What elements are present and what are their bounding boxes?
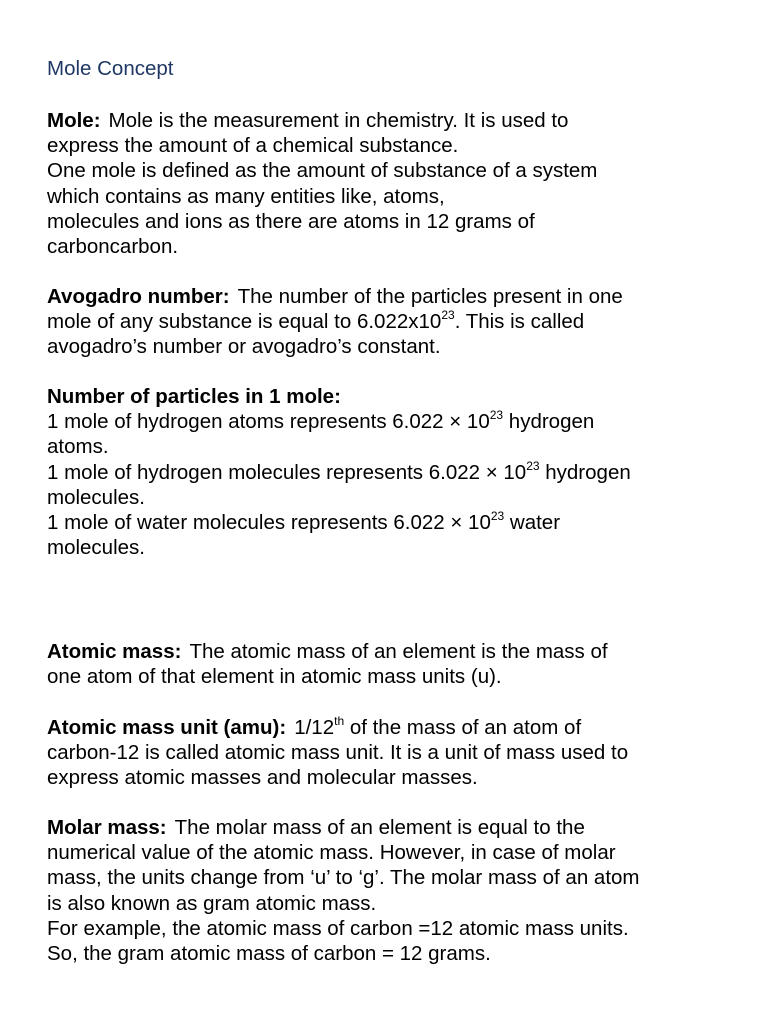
molar-mass-line-1 — [47, 815, 747, 840]
atomic-mass-text-1: The atomic mass of an element is the mass of — [189, 640, 608, 663]
atomic-mass-line-1 — [47, 639, 747, 664]
amu-section — [47, 715, 747, 791]
particles-water — [47, 510, 747, 535]
mole-section — [47, 108, 747, 259]
particles-hydrogen-atoms-text: 1 mole of hydrogen atoms represents 6.022 × 10 — [47, 410, 490, 434]
particles-hydrogen-molecules-suffix: hydrogen — [539, 460, 631, 484]
amu-superscript: th — [334, 714, 345, 728]
atomic-mass-term: Atomic mass: — [47, 640, 182, 663]
particles-water-suffix: water — [504, 511, 561, 535]
molar-mass-text-6: So, the gram atomic mass of carbon = 12 grams. — [47, 942, 491, 966]
avogadro-text-3: avogadro’s number or avogadro’s constant. — [47, 335, 441, 359]
particles-water-text: 1 mole of water molecules represents 6.022 × 10 — [47, 511, 491, 535]
avogadro-section — [47, 284, 747, 360]
particles-water-cont: molecules. — [47, 536, 145, 560]
particles-water-exponent: 23 — [490, 509, 505, 524]
mole-text-5: molecules and ions as there are atoms in 12 grams of — [47, 209, 535, 233]
particles-hydrogen-molecules-cont: molecules. — [47, 485, 145, 509]
molar-mass-text-3: mass, the units change from ‘u’ to ‘g’. The molar mass of an atom — [47, 866, 640, 890]
molar-mass-text-1: The molar mass of an element is equal to the — [174, 816, 585, 839]
particles-hydrogen-molecules-text: 1 mole of hydrogen molecules represents 6.022 × 10 — [47, 460, 527, 484]
mole-text-1: Mole is the measurement in chemistry. It is used to — [108, 109, 569, 132]
particles-hydrogen-atoms-suffix: hydrogen — [503, 410, 595, 434]
atomic-mass-text-2: one atom of that element in atomic mass units (u). — [47, 665, 502, 689]
particles-section — [47, 384, 747, 560]
particles-hydrogen-atoms-exponent: 23 — [489, 408, 504, 423]
particles-hydrogen-atoms-cont: atoms. — [47, 435, 109, 459]
avogadro-term: Avogadro number: — [47, 285, 230, 308]
page-title: Mole Concept — [47, 57, 174, 80]
molar-mass-text-4: is also known as gram atomic mass. — [47, 891, 377, 915]
molar-mass-text-5: For example, the atomic mass of carbon =12 atomic mass units. — [47, 916, 629, 940]
amu-term: Atomic mass unit (amu): — [47, 716, 287, 739]
mole-text-3: One mole is defined as the amount of substance of a system — [47, 159, 598, 183]
amu-text-1b: of the mass of an atom of — [344, 716, 582, 739]
molar-mass-term: Molar mass: — [47, 816, 167, 839]
mole-text-2: express the amount of a chemical substance. — [47, 134, 459, 158]
amu-text-3: express atomic masses and molecular masses. — [47, 766, 478, 790]
mole-text-6: carboncarbon. — [47, 235, 179, 259]
amu-text-2: carbon-12 is called atomic mass unit. It is a unit of mass used to — [47, 741, 629, 765]
amu-text-1a: 1/12 — [294, 716, 335, 739]
molar-mass-text-2: numerical value of the atomic mass. However, in case of molar — [47, 841, 616, 865]
particles-hydrogen-atoms — [47, 409, 747, 434]
mole-text-4: which contains as many entities like, atoms, — [47, 184, 445, 208]
amu-line-1 — [47, 715, 747, 740]
avogadro-line-2 — [47, 309, 747, 334]
avogadro-text-1: The number of the particles present in one — [237, 285, 623, 308]
mole-line-1 — [47, 108, 747, 133]
avogadro-text-2a: mole of any substance is equal to 6.022x10 — [47, 310, 442, 334]
avogadro-exponent: 23 — [441, 308, 455, 323]
molar-mass-section — [47, 815, 747, 966]
avogadro-text-2b: . This is called — [454, 310, 585, 334]
mole-term: Mole: — [47, 109, 101, 132]
particles-hydrogen-molecules-exponent: 23 — [526, 458, 540, 473]
atomic-mass-section — [47, 639, 747, 689]
avogadro-line-1 — [47, 284, 747, 309]
particles-term: Number of particles in 1 mole: — [47, 385, 341, 408]
particles-hydrogen-molecules — [47, 460, 747, 485]
